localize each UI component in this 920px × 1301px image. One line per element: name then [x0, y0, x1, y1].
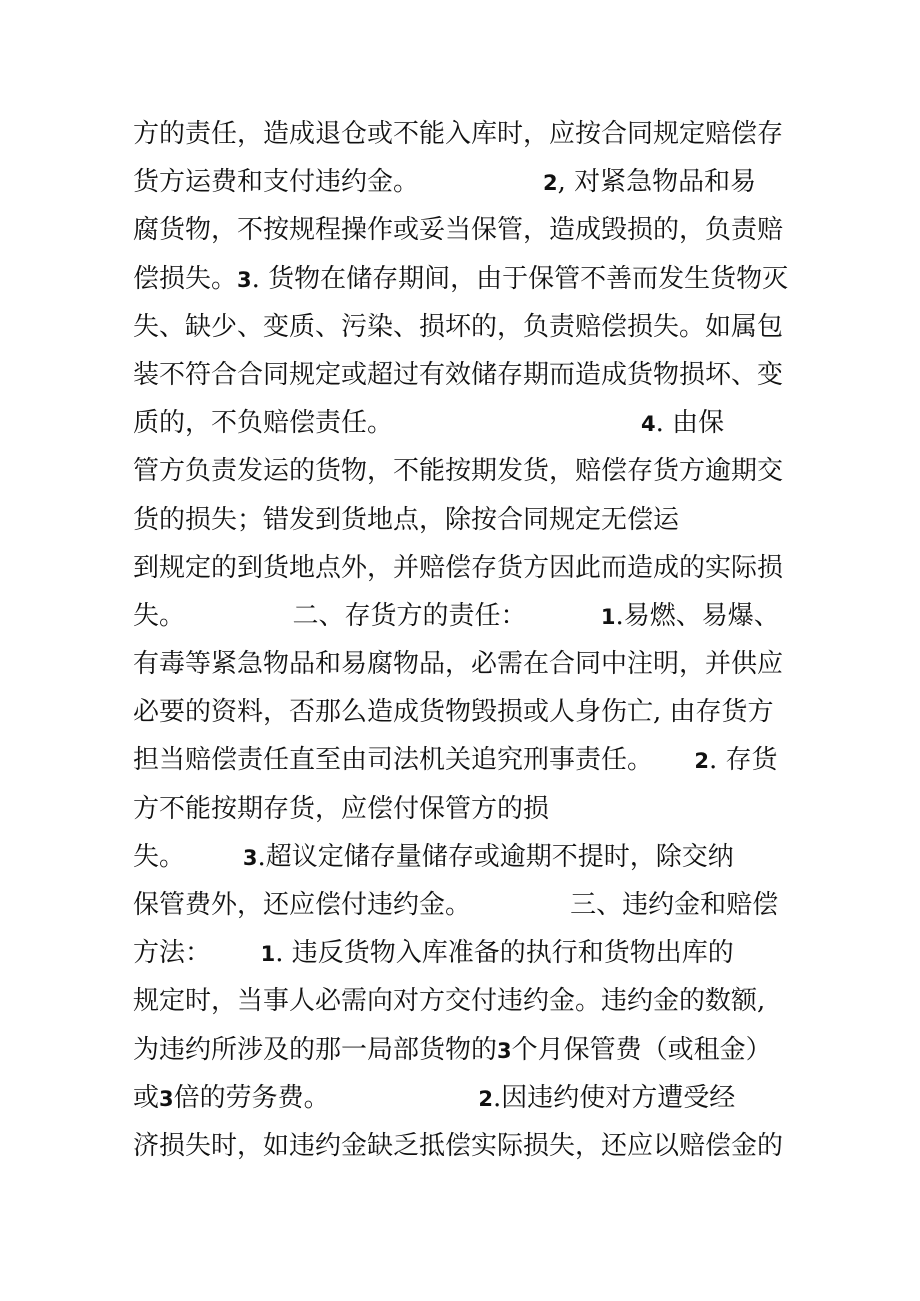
text-line — [133, 1122, 803, 1170]
item-number: 2 — [694, 749, 709, 774]
text-segment: 货的损失；错发到货地点，除按合同规定无偿运 — [133, 504, 680, 535]
item-number: 3 — [237, 267, 252, 292]
text-line — [133, 447, 803, 495]
text-segment: 个月保管费（或租金） — [511, 1034, 772, 1065]
text-segment: 方的责任，造成退仓或不能入库时，应按合同规定赔偿存 — [133, 119, 784, 149]
text-segment: 到规定的到货地点外，并赔偿存货方因此而造成的实际损 — [133, 552, 784, 583]
item-number: 1 — [600, 604, 616, 629]
text-segment: 质的，不负赔偿责任。 — [133, 408, 641, 439]
text-segment: 失。 — [133, 841, 243, 872]
item-number: 2 — [478, 1086, 494, 1111]
text-line — [133, 1026, 803, 1074]
text-segment: .因违约使对方遭受经 — [493, 1082, 736, 1113]
text-segment: . 存货 — [708, 745, 778, 776]
item-number: 3 — [242, 845, 258, 870]
text-line — [133, 881, 803, 929]
text-segment: 失、缺少、变质、污染、损坏的，负责赔偿损失。如属包 — [133, 311, 784, 342]
text-segment: 担当赔偿责任直至由司法机关追究刑事责任。 — [133, 745, 695, 776]
text-line — [133, 351, 803, 399]
item-number: 4 — [640, 412, 656, 437]
text-line — [133, 640, 803, 688]
text-line — [133, 1074, 803, 1122]
text-line — [133, 544, 803, 592]
text-line — [133, 929, 803, 977]
item-number: 3 — [159, 1086, 174, 1111]
text-segment: 为违约所涉及的那一局部货物的 — [133, 1034, 498, 1065]
item-number: 3 — [497, 1038, 512, 1063]
text-line — [133, 688, 803, 736]
text-segment: . 货物在储存期间，由于保管不善而发生货物灭 — [251, 263, 789, 294]
text-line — [133, 977, 803, 1025]
text-line — [133, 496, 803, 544]
text-segment: 方法： — [133, 938, 261, 969]
text-line — [133, 736, 803, 784]
text-segment: .易燃、易爆、 — [615, 600, 780, 631]
text-line — [133, 206, 803, 254]
text-segment: 济损失时，如违约金缺乏抵偿实际损失，还应以赔偿金的 — [133, 1130, 784, 1161]
item-number: 2 — [542, 171, 558, 196]
text-segment: .超议定储存量储存或逾期不提时，除交纳 — [257, 841, 734, 872]
text-segment: . 由保 — [655, 408, 725, 439]
text-line — [133, 158, 803, 206]
text-line — [133, 592, 803, 640]
text-segment: 失。 二、存货方的责任： — [133, 600, 601, 631]
text-segment: 保管费外，还应偿付违约金。 三、违约金和赔偿 — [133, 890, 779, 920]
text-line — [133, 399, 803, 447]
text-segment: 方不能按期存货，应偿付保管方的损 — [133, 793, 550, 824]
text-segment: . 违反货物入库准备的执行和货物出库的 — [275, 938, 734, 969]
text-segment: 装不符合合同规定或超过有效储存期而造成货物损坏、变 — [133, 359, 784, 390]
text-segment: 偿损失。 — [133, 263, 238, 294]
text-segment: 管方负责发运的货物，不能按期发货，赔偿存货方逾期交 — [133, 456, 784, 487]
text-segment: , 对紧急物品和易 — [557, 167, 757, 198]
text-segment: 腐货物，不按规程操作或妥当保管，造成毁损的，负责赔 — [133, 215, 784, 246]
text-segment: 货方运费和支付违约金。 — [133, 167, 543, 198]
text-line — [133, 785, 803, 833]
text-segment: 或 — [133, 1082, 160, 1113]
text-segment: 倍的劳务费。 — [173, 1082, 479, 1113]
item-number: 1 — [260, 942, 276, 967]
text-segment: 必要的资料，否那么造成货物毁损或人身伤亡, 由存货方 — [133, 697, 774, 728]
text-line — [133, 833, 803, 881]
text-segment: 有毒等紧急物品和易腐物品，必需在合同中注明，并供应 — [133, 649, 784, 680]
text-line — [133, 255, 803, 303]
text-line — [133, 110, 803, 158]
text-line — [133, 303, 803, 351]
document-body — [133, 110, 803, 1170]
text-segment: 规定时，当事人必需向对方交付违约金。违约金的数额, — [133, 986, 766, 1017]
